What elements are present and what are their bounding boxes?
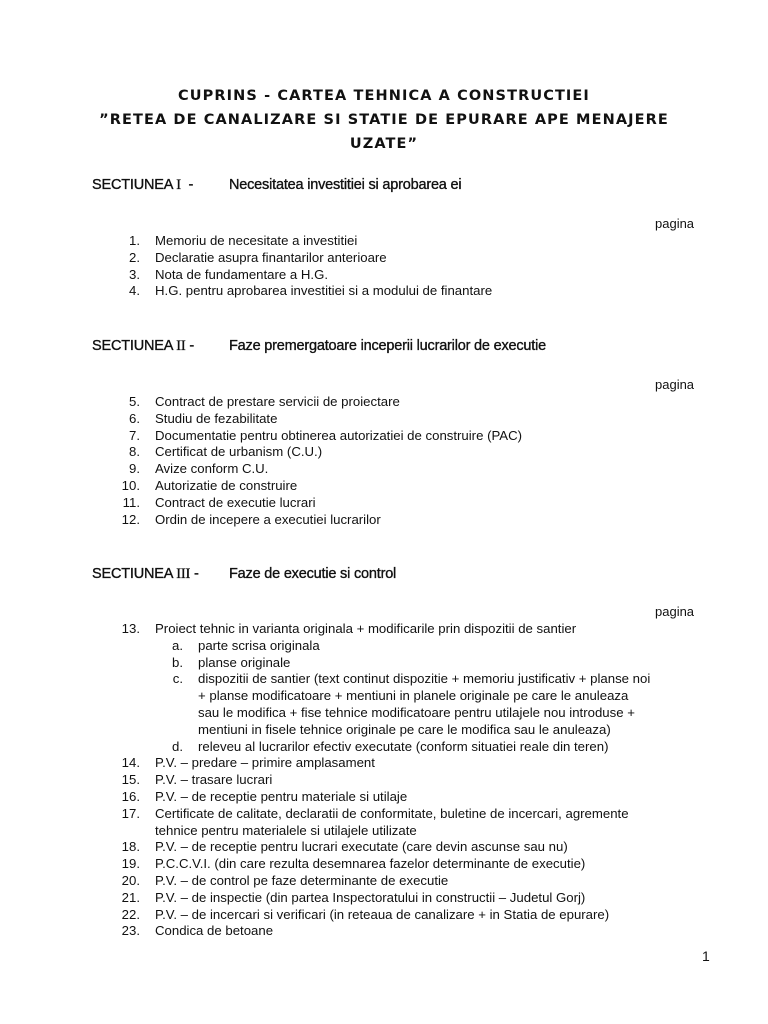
subitem-text-continued: + planse modificatoare + mentiuni in planele originale pe care le anuleaza — [198, 688, 629, 704]
item-text: Autorizatie de construire — [155, 478, 298, 493]
item-text: P.V. – de inspectie (din partea Inspectoratului in constructii – Judetul Gorj) — [155, 889, 586, 905]
item-text: Declaratie asupra finantarilor anterioare — [155, 249, 387, 265]
item-number: 8. — [129, 444, 140, 460]
item-text: P.V. – de incercari si verificari (in reteaua de canalizare + in Statia de epurare) — [155, 906, 610, 922]
item-text: Proiect tehnic in varianta originala + modificarile prin dispozitii de santier — [155, 621, 577, 636]
subitem-text: dispozitii de santier (text continut dispozitie + memoriu justificativ + planse noi — [198, 671, 651, 687]
section-title: Faze de executie si control — [229, 566, 397, 582]
item-number: 14. — [121, 755, 140, 771]
item-number: 4. — [129, 283, 140, 299]
item-text: P.V. – de receptie pentru materiale si utilaje — [155, 789, 408, 804]
item-number: 5. — [129, 394, 140, 409]
subitem-letter: b. — [172, 654, 183, 670]
item-number: 1. — [129, 233, 140, 248]
item-text: Contract de prestare servicii de proiectare — [155, 394, 400, 409]
item-number: 3. — [129, 266, 140, 282]
item-number: 9. — [129, 461, 140, 477]
section-label — [92, 338, 194, 355]
item-text: Memoriu de necesitate a investitiei — [155, 233, 358, 248]
pagina-label: pagina — [655, 604, 695, 619]
item-text: P.V. – trasare lucrari — [155, 772, 273, 788]
item-text: H.G. pentru aprobarea investitiei si a modului de finantare — [155, 283, 493, 299]
section-title: Necesitatea investitiei si aprobarea ei — [229, 177, 462, 193]
item-text: Condica de betoane — [155, 923, 274, 939]
item-number: 2. — [129, 249, 140, 265]
item-text: P.V. – de control pe faze determinante de executie — [155, 873, 449, 888]
document-subtitle: ”RETEA DE CANALIZARE SI STATIE DE EPURARE APE MENAJERE — [99, 112, 669, 128]
item-text: Ordin de incepere a executiei lucrarilor — [155, 511, 381, 527]
section-label-prefix: SECTIUNEA — [92, 177, 177, 193]
item-text: P.V. – de receptie pentru lucrari executate (care devin ascunse sau nu) — [155, 839, 568, 855]
item-number: 12. — [121, 511, 140, 527]
section-roman-numeral: I — [176, 177, 181, 193]
item-number: 10. — [121, 478, 140, 493]
subitem-text-continued: mentiuni in fisele tehnice originale pe care le modifica sau le anuleaza) — [198, 721, 611, 737]
item-text: Certificat de urbanism (C.U.) — [155, 444, 323, 460]
item-text: Certificate de calitate, declaratii de conformitate, buletine de incercari, agremente — [155, 805, 629, 821]
item-number: 17. — [121, 805, 140, 821]
item-text-continued: tehnice pentru materialele si utilajele utilizate — [155, 822, 417, 838]
item-number: 19. — [121, 856, 140, 872]
section-label-prefix: SECTIUNEA — [92, 338, 177, 354]
document-title: CUPRINS - CARTEA TEHNICA A CONSTRUCTIEI — [178, 88, 590, 104]
page-number: 1 — [702, 948, 710, 964]
subitem-letter: a. — [172, 637, 183, 653]
item-text: Nota de fundamentare a H.G. — [155, 266, 329, 282]
item-number: 16. — [121, 789, 140, 804]
section-label-suffix: - — [185, 338, 194, 354]
item-text: Studiu de fezabilitate — [155, 410, 278, 426]
document-subtitle-cont: UZATE” — [349, 136, 419, 152]
subitem-text-continued: sau le modifica + fise tehnice modificatoare pentru utilajele nou introduse + — [198, 705, 635, 720]
item-text: P.C.C.V.I. (din care rezulta desemnarea fazelor determinante de executie) — [155, 856, 586, 872]
item-number: 7. — [129, 427, 140, 443]
section-label-suffix: - — [190, 566, 199, 582]
item-number: 22. — [121, 906, 140, 922]
item-number: 11. — [122, 494, 140, 510]
subitem-text: planse originale — [198, 654, 291, 670]
item-number: 23. — [121, 923, 140, 939]
section-label — [92, 177, 193, 194]
section-label-suffix: - — [180, 177, 194, 193]
item-text: Contract de executie lucrari — [155, 494, 316, 510]
item-number: 6. — [129, 410, 140, 426]
item-text: P.V. – predare – primire amplasament — [155, 755, 375, 771]
item-number: 15. — [121, 772, 140, 788]
section-label-prefix: SECTIUNEA — [92, 566, 177, 582]
subitem-text: parte scrisa originala — [198, 637, 320, 653]
section-title: Faze premergatoare inceperii lucrarilor de executie — [229, 338, 547, 354]
section-label — [92, 566, 199, 583]
item-number: 13. — [121, 621, 140, 636]
item-text: Documentatie pentru obtinerea autorizatiei de construire (PAC) — [155, 427, 522, 443]
pagina-label: pagina — [655, 377, 695, 392]
section-roman-numeral: II — [176, 338, 186, 354]
pagina-label: pagina — [655, 216, 695, 231]
subitem-letter: d. — [172, 738, 183, 754]
section-roman-numeral: III — [176, 566, 191, 582]
subitem-letter: c. — [172, 671, 183, 687]
item-number: 21. — [121, 889, 140, 905]
item-number: 20. — [121, 873, 140, 888]
item-number: 18. — [121, 839, 140, 855]
item-text: Avize conform C.U. — [155, 461, 269, 477]
subitem-text: releveu al lucrarilor efectiv executate (conform situatiei reale din teren) — [198, 738, 609, 754]
